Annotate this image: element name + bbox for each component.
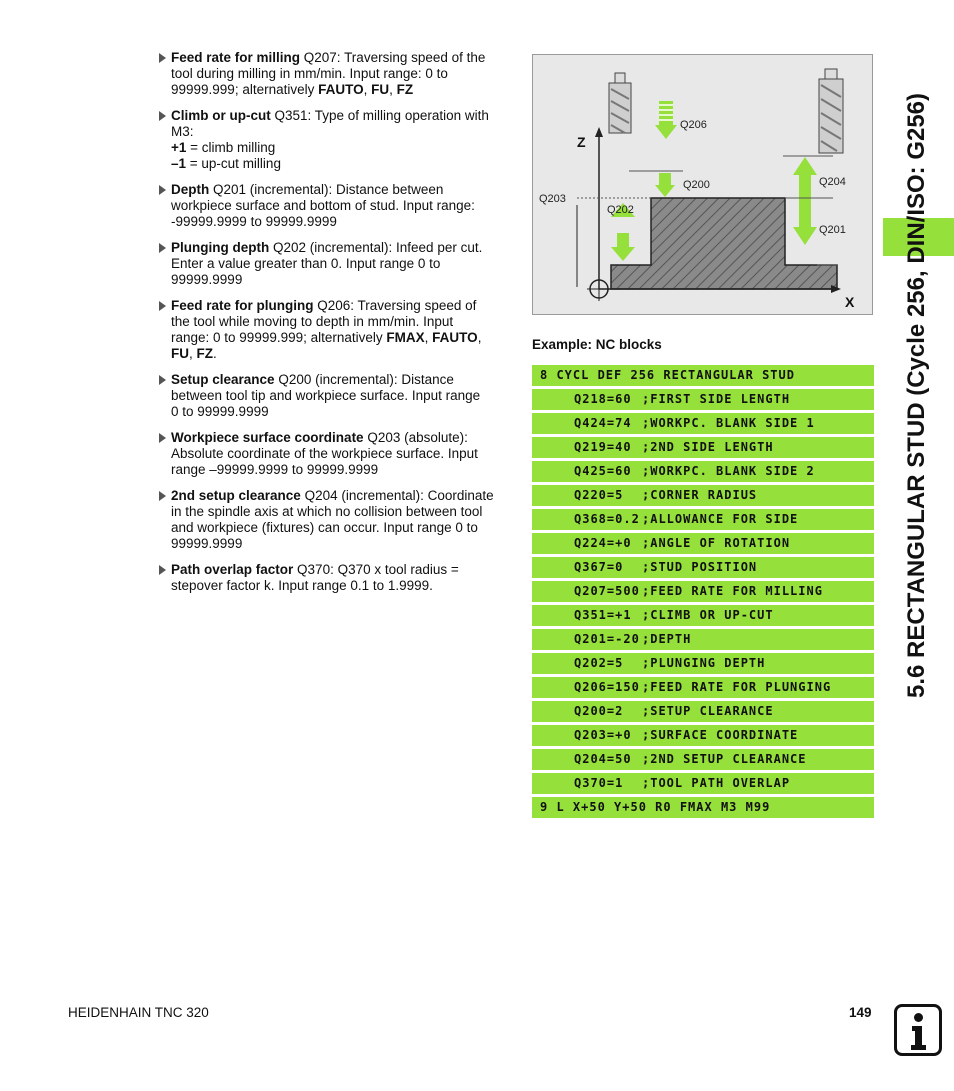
nc-row <box>532 509 874 530</box>
parameter-text: Q200 (incremental): Distance <box>274 372 454 387</box>
parameter-text: , <box>363 82 372 97</box>
parameter-text: Absolute coordinate of the workpiece surface. Input <box>171 446 478 461</box>
parameter-text: Enter a value greater than 0. Input range 0 to <box>171 256 441 271</box>
parameter-line <box>171 504 514 520</box>
nc-comment: ;SETUP CLEARANCE <box>642 704 774 718</box>
nc-row <box>532 389 874 410</box>
parameter-text: and workpiece (fixtures) can occur. Input range 0 to <box>171 520 478 535</box>
parameter-text: Q202 (incremental): Infeed per cut. <box>269 240 483 255</box>
q200-label: Q200 <box>683 179 710 191</box>
q206-label: Q206 <box>680 119 707 131</box>
triangle-right-icon <box>159 53 166 63</box>
nc-row <box>532 749 874 770</box>
parameter-name: Path overlap factor <box>171 562 294 577</box>
parameter-text: , <box>477 330 482 345</box>
nc-row <box>532 677 874 698</box>
nc-comment: ;FEED RATE FOR PLUNGING <box>642 680 832 694</box>
nc-row <box>532 653 874 674</box>
parameter-line <box>171 536 514 552</box>
parameter-line <box>171 140 514 156</box>
q203-label: Q203 <box>539 193 566 205</box>
parameter-line <box>171 562 514 578</box>
q204-label: Q204 <box>819 176 846 188</box>
nc-header: 8 CYCL DEF 256 RECTANGULAR STUD <box>532 365 874 386</box>
parameter-line <box>171 156 514 172</box>
parameter-line <box>171 50 514 66</box>
nc-param: Q368=0.2 <box>574 512 640 526</box>
parameter-text: = climb milling <box>186 140 276 155</box>
parameter-item <box>158 488 514 552</box>
info-dot <box>914 1013 923 1022</box>
nc-row <box>532 557 874 578</box>
parameter-name: Feed rate for plunging <box>171 298 314 313</box>
parameter-text: Q204 (incremental): Coordinate <box>300 488 494 503</box>
parameter-line <box>171 430 514 446</box>
cycle-diagram <box>532 54 873 315</box>
parameter-text: range –99999.9999 to 99999.9999 <box>171 462 379 477</box>
nc-row <box>532 533 874 554</box>
parameter-line <box>171 198 514 214</box>
parameter-text: Q207: Traversing speed of the <box>300 50 486 65</box>
parameter-name: Depth <box>171 182 210 197</box>
nc-comment: ;ANGLE OF ROTATION <box>642 536 791 550</box>
nc-param: Q207=500 <box>574 584 640 598</box>
nc-comment: ;FIRST SIDE LENGTH <box>642 392 791 406</box>
nc-row <box>532 485 874 506</box>
triangle-right-icon <box>159 433 166 443</box>
chapter-title: 5.6 RECTANGULAR STUD (Cycle 256, DIN/ISO: G256) <box>903 92 930 698</box>
parameter-name: Feed rate for milling <box>171 50 301 65</box>
parameter-text: the tool while moving to depth in mm/min. Input <box>171 314 454 329</box>
parameter-keyword: FU <box>171 346 189 361</box>
parameter-keyword: +1 <box>171 140 187 155</box>
parameter-line <box>171 182 514 198</box>
parameter-keyword: –1 <box>171 156 187 171</box>
nc-comment: ;PLUNGING DEPTH <box>642 656 766 670</box>
parameter-text: = up-cut milling <box>186 156 281 171</box>
parameter-text: Q201 (incremental): Distance between <box>209 182 444 197</box>
parameter-name: Plunging depth <box>171 240 270 255</box>
nc-comment: ;DEPTH <box>642 632 692 646</box>
triangle-right-icon <box>159 301 166 311</box>
parameter-line <box>171 520 514 536</box>
triangle-right-icon <box>159 491 166 501</box>
nc-row <box>532 437 874 458</box>
parameter-line <box>171 372 514 388</box>
parameter-text: Q206: Traversing speed of <box>313 298 477 313</box>
parameter-text: Q370: Q370 x tool radius = <box>293 562 459 577</box>
parameter-name: Setup clearance <box>171 372 275 387</box>
nc-comment: ;WORKPC. BLANK SIDE 1 <box>642 416 815 430</box>
nc-param: Q203=+0 <box>574 728 632 742</box>
parameter-item <box>158 430 514 478</box>
parameter-text: tool during milling in mm/min. Input range: 0 to <box>171 66 448 81</box>
parameter-item <box>158 182 514 230</box>
parameter-keyword: FMAX <box>386 330 425 345</box>
parameter-text: -99999.9999 to 99999.9999 <box>171 214 337 229</box>
nc-param: Q204=50 <box>574 752 632 766</box>
triangle-right-icon <box>159 375 166 385</box>
nc-param: Q202=5 <box>574 656 624 670</box>
nc-param: Q201=-20 <box>574 632 640 646</box>
parameter-text: , <box>189 346 197 361</box>
nc-param: Q425=60 <box>574 464 632 478</box>
parameter-text: , <box>424 330 433 345</box>
triangle-right-icon <box>159 111 166 121</box>
nc-comment: ;CORNER RADIUS <box>642 488 758 502</box>
parameter-line <box>171 330 514 346</box>
parameter-text: range: 0 to 99999.999; alternatively <box>171 330 387 345</box>
nc-param: Q367=0 <box>574 560 624 574</box>
parameter-item <box>158 372 514 420</box>
parameter-line <box>171 214 514 230</box>
nc-comment: ;ALLOWANCE FOR SIDE <box>642 512 799 526</box>
parameter-text: . <box>213 346 217 361</box>
nc-param: Q219=40 <box>574 440 632 454</box>
nc-footer: 9 L X+50 Y+50 R0 FMAX M3 M99 <box>532 797 874 818</box>
parameter-line <box>171 578 514 594</box>
parameter-line <box>171 240 514 256</box>
parameter-text: 99999.999; alternatively <box>171 82 319 97</box>
nc-blocks <box>532 365 874 821</box>
parameter-text: workpiece surface and bottom of stud. Input range: <box>171 198 475 213</box>
page-number: 149 <box>849 1005 872 1020</box>
parameter-list <box>158 50 514 604</box>
parameter-keyword: FZ <box>396 82 414 97</box>
parameter-line <box>171 124 514 140</box>
nc-param: Q424=74 <box>574 416 632 430</box>
parameter-line <box>171 404 514 420</box>
parameter-text: between tool tip and workpiece surface. Input range <box>171 388 481 403</box>
nc-row <box>532 701 874 722</box>
nc-param: Q200=2 <box>574 704 624 718</box>
triangle-right-icon <box>159 565 166 575</box>
parameter-text: M3: <box>171 124 194 139</box>
nc-comment: ;WORKPC. BLANK SIDE 2 <box>642 464 815 478</box>
parameter-line <box>171 298 514 314</box>
nc-row <box>532 461 874 482</box>
parameter-line <box>171 388 514 404</box>
parameter-line <box>171 346 514 362</box>
parameter-text: 99999.9999 <box>171 536 243 551</box>
parameter-text: in the spindle axis at which no collision between tool <box>171 504 483 519</box>
info-icon[interactable] <box>894 1004 942 1056</box>
parameter-item <box>158 240 514 288</box>
parameter-keyword: FZ <box>196 346 214 361</box>
parameter-keyword: FU <box>371 82 390 97</box>
parameter-item <box>158 50 514 98</box>
triangle-right-icon <box>159 243 166 253</box>
nc-row <box>532 413 874 434</box>
nc-param: Q220=5 <box>574 488 624 502</box>
info-stem <box>909 1026 928 1050</box>
parameter-line <box>171 256 514 272</box>
nc-comment: ;SURFACE COORDINATE <box>642 728 799 742</box>
nc-param: Q224=+0 <box>574 536 632 550</box>
parameter-text: , <box>389 82 397 97</box>
nc-comment: ;STUD POSITION <box>642 560 758 574</box>
nc-comment: ;TOOL PATH OVERLAP <box>642 776 791 790</box>
nc-row-list <box>532 389 874 794</box>
parameter-item <box>158 562 514 594</box>
parameter-item <box>158 108 514 172</box>
parameter-item <box>158 298 514 362</box>
nc-row <box>532 581 874 602</box>
q200-arrow <box>655 173 675 197</box>
parameter-text: stepover factor k. Input range 0.1 to 1.9999. <box>171 578 433 593</box>
nc-comment: ;CLIMB OR UP-CUT <box>642 608 774 622</box>
parameter-line <box>171 488 514 504</box>
parameter-text: Q351: Type of milling operation with <box>270 108 489 123</box>
parameter-line <box>171 314 514 330</box>
nc-row <box>532 629 874 650</box>
x-axis-label: X <box>845 294 855 310</box>
example-title: Example: NC blocks <box>532 337 662 352</box>
tool-left <box>609 73 631 133</box>
q201-label: Q201 <box>819 224 846 236</box>
parameter-keyword: FAUTO <box>432 330 478 345</box>
parameter-text: 0 to 99999.9999 <box>171 404 269 419</box>
parameter-keyword: FAUTO <box>318 82 364 97</box>
q206-arrow <box>655 101 677 139</box>
nc-param: Q218=60 <box>574 392 632 406</box>
parameter-name: Climb or up-cut <box>171 108 271 123</box>
parameter-line <box>171 446 514 462</box>
nc-row <box>532 725 874 746</box>
parameter-text: Q203 (absolute): <box>363 430 468 445</box>
triangle-right-icon <box>159 185 166 195</box>
parameter-line <box>171 66 514 82</box>
nc-comment: ;2ND SIDE LENGTH <box>642 440 774 454</box>
nc-comment: ;2ND SETUP CLEARANCE <box>642 752 807 766</box>
nc-param: Q206=150 <box>574 680 640 694</box>
q202-label: Q202 <box>607 204 634 216</box>
parameter-line <box>171 462 514 478</box>
parameter-name: 2nd setup clearance <box>171 488 301 503</box>
nc-row <box>532 605 874 626</box>
parameter-line <box>171 108 514 124</box>
parameter-line <box>171 82 514 98</box>
nc-param: Q370=1 <box>574 776 624 790</box>
tool-right <box>819 69 843 153</box>
parameter-name: Workpiece surface coordinate <box>171 430 364 445</box>
footer-product: HEIDENHAIN TNC 320 <box>68 1005 209 1020</box>
q204-arrow <box>793 157 817 245</box>
nc-comment: ;FEED RATE FOR MILLING <box>642 584 823 598</box>
cycle-diagram-svg <box>533 55 874 316</box>
parameter-line <box>171 272 514 288</box>
nc-row <box>532 773 874 794</box>
z-axis-label: Z <box>577 134 586 150</box>
parameter-text: 99999.9999 <box>171 272 243 287</box>
nc-param: Q351=+1 <box>574 608 632 622</box>
